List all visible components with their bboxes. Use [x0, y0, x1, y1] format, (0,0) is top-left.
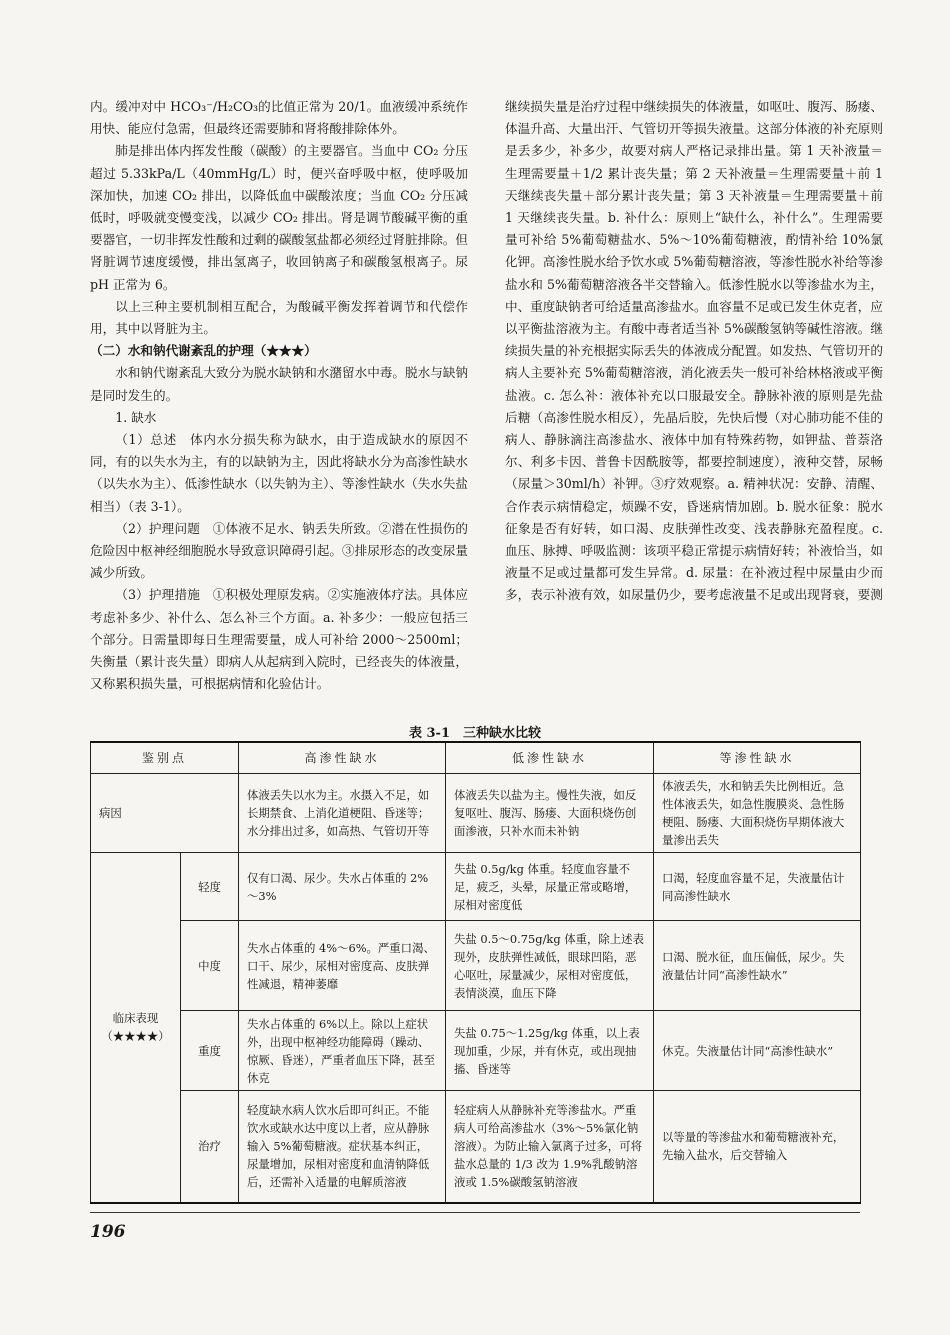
table-cell: 轻度缺水病人饮水后即可纠正。不能饮水或缺水达中度以上者，应从静脉输入 5%葡萄糖液。症状基本纠正，尿量增加，尿相对密度和血清钠降低后，还需补入适量的电解质溶液 [239, 1091, 446, 1203]
table-cell: 失盐 0.75～1.25g/kg 体重，以上表现加重，少尿，并有休克，或出现抽搐、昏迷等 [446, 1011, 654, 1091]
paragraph: 肺是排出体内挥发性酸（碳酸）的主要器官。当血中 CO₂ 分压超过 5.33kPa/L（40mmHg/L）时，便兴奋呼吸中枢，使呼吸加深加快，加速 CO₂ 排出，以降低血中碳酸浓度；当血 CO₂ 分压减低时，呼吸就变慢变浅，以减少 CO₂ 排出。肾是调节酸碱平衡的重要器官，一切非挥发性酸和过剩的碳酸氢盐都必须经过肾脏排除。但肾脏调节速度缓慢，排出氢离子，收回钠离子和碳酸氢根离子。尿 pH 正常为 6。 [90, 143, 468, 292]
sub-label: 重度 [181, 1011, 239, 1091]
row-label-cause: 病因 [91, 774, 239, 853]
table-cell: 失水占体重的 4%～6%。严重口渴、口干、尿少，尿相对密度高、皮肤弹性减退，精神萎靡 [239, 921, 446, 1011]
header-hypertonic: 高渗性缺水 [239, 742, 446, 774]
comparison-table [90, 741, 861, 1204]
header-isotonic: 等渗性缺水 [654, 742, 861, 774]
paragraph: 1. 缺水 [115, 409, 157, 425]
paragraph: 继续损失量是治疗过程中继续损失的体液量，如呕吐、腹泻、肠瘘、体温升高、大量出汗、气管切开等损失液量。这部分体液的补充原则是丢多少，补多少，故要对病人严格记录排出量。第 1 天补液量＝生理需要量＋1/2 累计丧失量；第 2 天补液量＝生理需要量＋前 1 天继续丧失量＋部分累计丧失量；第 3 天补液量＝生理需要量＋前 1 天继续丧失量。b. 补什么：原则上“缺什么，补什么”。生理需要量可补给 5%葡萄糖盐水、5%～10%葡萄糖液，酌情补给 10%氯化钾。高渗性脱水给予饮水或 5%葡萄糖溶液，等渗性脱水补给等渗盐水和 5%葡萄糖溶液各半交替输入。低渗性脱水以等渗盐水为主，中、重度缺钠者可给适量高渗盐水。血容量不足或已发生休克者，应以平衡盐溶液为主。有酸中毒者适当补 5%碳酸氢钠等碱性溶液。继续损失量的补充根据实际丢失的体液成分配置。如发热、气管切开的病人主要补充 5%葡萄糖溶液，消化液丢失一般可补给林格液或平衡盐液。c. 怎么补：液体补充以口服最安全。静脉补液的原则是先盐后糖（高渗性脱水相反），先晶后胶，先快后慢（对心肺功能不佳的病人、静脉滴注高渗盐水、液体中加有特殊药物，如钾盐、普萘洛尔、利多卡因、普鲁卡因酰胺等，都要控制速度），液种交替，尿畅（尿量＞30ml/h）补钾。③疗效观察。a. 精神状况：安静、清醒、合作表示病情稳定，烦躁不安，昏迷病情加剧。b. 脱水征象：脱水征象是否有好转，如口渴、皮肤弹性改变、浅表静脉充盈程度。c. 血压、脉搏、呼吸监测：该项平稳正常提示病情好转；补液恰当，如液量不足或过量都可发生异常。d. 尿量：在补液过程中尿量由少而多，表示补液有效，如尿量仍少，要考虑液量不足或出现肾衰，要测 [505, 99, 883, 603]
section-heading: （二）水和钠代谢紊乱的护理（★★★） [90, 343, 317, 359]
table-cell: 体液丢失，水和钠丢失比例相近。急性体液丢失，如急性腹膜炎、急性肠梗阻、肠瘘、大面积烧伤早期体液大量渗出丢失 [654, 774, 861, 853]
sub-label: 中度 [181, 921, 239, 1011]
header-hypotonic: 低渗性缺水 [446, 742, 654, 774]
sub-label: 轻度 [181, 853, 239, 921]
table-cell: 失水占体重的 6%以上。除以上症状外，出现中枢神经功能障碍（躁动、惊厥、昏迷），严重者血压下降，甚至休克 [239, 1011, 446, 1091]
table-cell: 体液丢失以水为主。水摄入不足，如长期禁食、上消化道梗阻、昏迷等；水分排出过多，如高热、气管切开等 [239, 774, 446, 853]
table-row [91, 774, 861, 853]
header-criterion: 鉴别点 [91, 742, 239, 774]
paragraph: （3）护理措施 ①积极处理原发病。②实施液体疗法。具体应考虑补多少、补什么、怎么补三个方面。a. 补多少：一般应包括三个部分。日需量即每日生理需要量，成人可补给 2000～2500ml；失衡量（累计丧失量）即病人从起病到入院时，已经丧失的体液量，又称累积损失量，可根据病情和化验估计。 [90, 587, 468, 692]
table-cell: 体液丢失以盐为主。慢性失液，如反复呕吐、腹泻、肠瘘、大面积烧伤创面渗液，只补水而未补钠 [446, 774, 654, 853]
table-cell: 失盐 0.5g/kg 体重。轻度血容量不足，疲乏，头晕，尿量正常或略增，尿相对密度低 [446, 853, 654, 921]
table-cell: 失盐 0.5～0.75g/kg 体重，除上述表现外，皮肤弹性减低，眼球凹陷，恶心呕吐，尿量减少，尿相对密度低，表情淡漠，血压下降 [446, 921, 654, 1011]
table-cell: 以等量的等渗盐水和葡萄糖液补充，先输入盐水，后交替输入 [654, 1091, 861, 1203]
table-cell: 休克。失液量估计同“高渗性缺水” [654, 1011, 861, 1091]
table-cell: 口渴，轻度血容量不足，失液量估计同高渗性缺水 [654, 853, 861, 921]
table-cell: 口渴、脱水征，血压偏低，尿少。失液量估计同“高渗性缺水” [654, 921, 861, 1011]
paragraph: 内。缓冲对中 HCO₃⁻/H₂CO₃的比值正常为 20/1。血液缓冲系统作用快、能应付急需，但最终还需要肺和肾将酸排除体外。 [90, 99, 468, 137]
table-row [91, 853, 861, 921]
table-header-row [91, 742, 861, 774]
sub-label: 治疗 [181, 1091, 239, 1203]
table-cell: 仅有口渴、尿少。失水占体重的 2%～3% [239, 853, 446, 921]
paragraph: 水和钠代谢紊乱大致分为脱水缺钠和水潴留水中毒。脱水与缺钠是同时发生的。 [90, 365, 468, 403]
footer-rule [90, 1212, 860, 1213]
table-row [91, 1011, 861, 1091]
table-row [91, 1091, 861, 1203]
left-column [90, 96, 468, 695]
paragraph: （2）护理问题 ①体液不足水、钠丢失所致。②潜在性损伤的危险因中枢神经细胞脱水导致意识障碍引起。③排尿形态的改变尿量减少所致。 [90, 520, 468, 581]
paragraph: 以上三种主要机制相互配合，为酸碱平衡发挥着调节和代偿作用，其中以肾脏为主。 [90, 298, 468, 337]
table-cell: 轻症病人从静脉补充等渗盐水。严重病人可给高渗盐水（3%～5%氯化钠溶液）。为防止输入氯离子过多，可将盐水总量的 1/3 改为 1.9%乳酸钠溶液或 1.5%碳酸氢钠溶液 [446, 1091, 654, 1203]
right-column [505, 96, 883, 607]
table-caption: 表 3-1 三种缺水比较 [408, 726, 541, 741]
paragraph: （1）总述 体内水分损失称为缺水，由于造成缺水的原因不同，有的以失水为主，有的以缺钠为主，因此将缺水分为高渗性缺水（以失水为主）、低渗性缺水（以失钠为主）、等渗性缺水（失水失盐相当）（表 3-1）。 [90, 432, 468, 514]
row-label-clinical: 临床表现（★★★★） [91, 853, 181, 1203]
table-row [91, 921, 861, 1011]
page-number: 196 [90, 1222, 126, 1242]
